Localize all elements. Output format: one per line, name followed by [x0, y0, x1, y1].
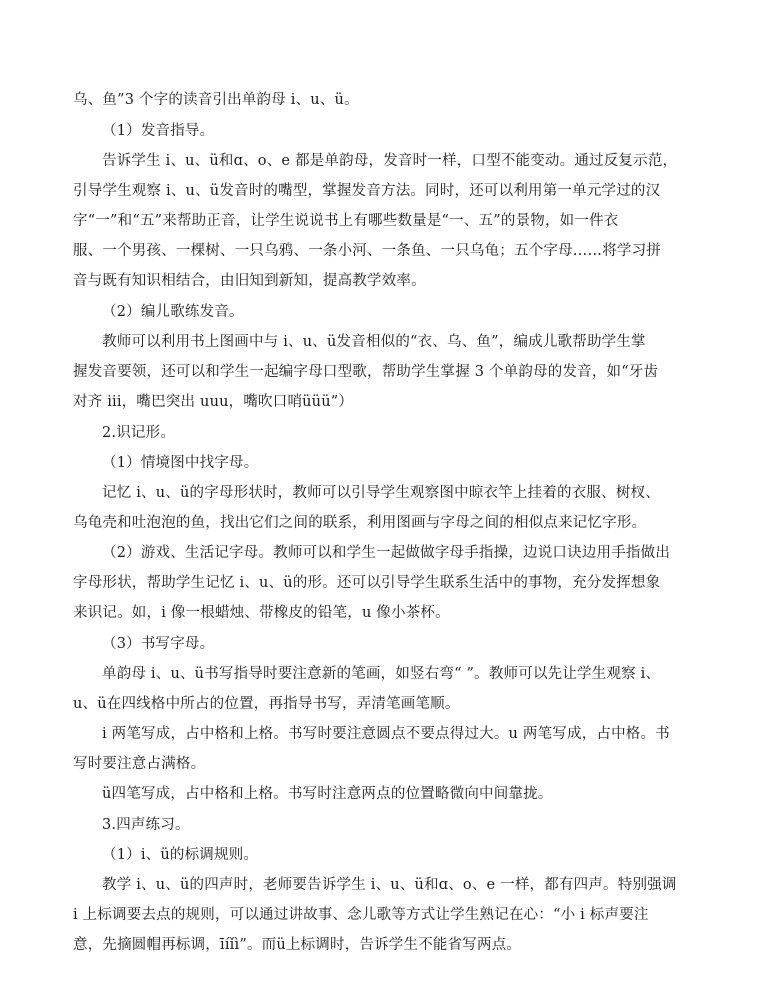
text-line: 握发音要领，还可以和学生一起编字母口型歌，帮助学生掌握 3 个单韵母的发音，如“牙齿 — [73, 364, 659, 380]
text-line: 记忆 i、u、ü的字母形状时，教师可以引导学生观察图中晾衣竿上挂着的衣服、树杈、 — [102, 485, 660, 501]
section-heading: （1）情境图中找字母。 — [102, 455, 259, 471]
text-line: 教学 i、u、ü的四声时，老师要告诉学生 i、u、ü和ɑ、o、e 一样，都有四声。特别强调 — [102, 877, 677, 893]
text-line: 音与既有知识相结合，由旧知到新知，提高教学效率。 — [73, 273, 426, 289]
section-heading: （3）书写字母。 — [102, 636, 215, 652]
text-line: 乌龟壳和吐泡泡的鱼，找出它们之间的联系，利用图画与字母之间的相似点来记忆字形。 — [73, 515, 647, 531]
text-line: 字“一”和“五”来帮助正音，让学生说说书上有哪些数量是“一、五”的景物，如一件衣 — [73, 213, 619, 229]
text-line: 告诉学生 i、u、ü和ɑ、o、e 都是单韵母，发音时一样，口型不能变动。通过反复示范， — [102, 153, 678, 169]
text-line: 对齐 iii，嘴巴突出 uuu，嘴吹口哨üüü”） — [73, 394, 354, 410]
section-heading: 3.四声练习。 — [102, 817, 190, 833]
text-line: i 两笔写成，占中格和上格。书写时要注意圆点不要点得过大。u 两笔写成，占中格。书 — [102, 726, 670, 742]
section-heading: （1）i、ü的标调规则。 — [102, 847, 259, 863]
section-heading: （1）发音指导。 — [102, 123, 215, 139]
text-line: ü四笔写成，占中格和上格。书写时注意两点的位置略微向中间靠拢。 — [102, 786, 553, 802]
text-line: 乌、鱼”3 个字的读音引出单韵母 i、u、ü。 — [73, 92, 359, 108]
text-line: 服、一个男孩、一棵树、一只乌鸦、一条小河、一条鱼、一只乌龟；五个字母……将学习拼 — [73, 243, 661, 259]
text-line: i 上标调要去点的规则，可以通过讲故事、念儿歌等方式让学生熟记在心：“小 i 标声要注 — [73, 907, 649, 923]
text-line: 单韵母 i、u、ü书写指导时要注意新的笔画，如竖右弯“ ”。教师可以先让学生观察 i、 — [102, 666, 661, 682]
text-line: 引导学生观察 i、u、ü发音时的嘴型，掌握发音方法。同时，还可以利用第一单元学过的汉 — [73, 183, 661, 199]
text-line: 意，先摘圆帽再标调，īíǐì”。而ü上标调时，告诉学生不能省写两点。 — [73, 937, 522, 953]
text-line: 教师可以利用书上图画中与 i、u、ü发音相似的“衣、乌、鱼”，编成儿歌帮助学生掌 — [102, 334, 646, 350]
text-line: （2）游戏、生活记字母。教师可以和学生一起做做字母手指操，边说口诀边用手指做出 — [102, 545, 671, 561]
section-heading: （2）编儿歌练发音。 — [102, 304, 244, 320]
text-line: u、ü在四线格中所占的位置，再指导书写，弄清笔画笔顺。 — [73, 696, 460, 712]
text-line: 字母形状，帮助学生记忆 i、u、ü的形。还可以引导学生联系生活中的事物，充分发挥想象 — [73, 575, 661, 591]
text-line: 写时要注意占满格。 — [73, 756, 206, 772]
text-line: 来识记。如，i 像一根蜡烛、带橡皮的铅笔，u 像小茶杯。 — [73, 605, 450, 621]
section-heading: 2.识记形。 — [102, 425, 176, 441]
